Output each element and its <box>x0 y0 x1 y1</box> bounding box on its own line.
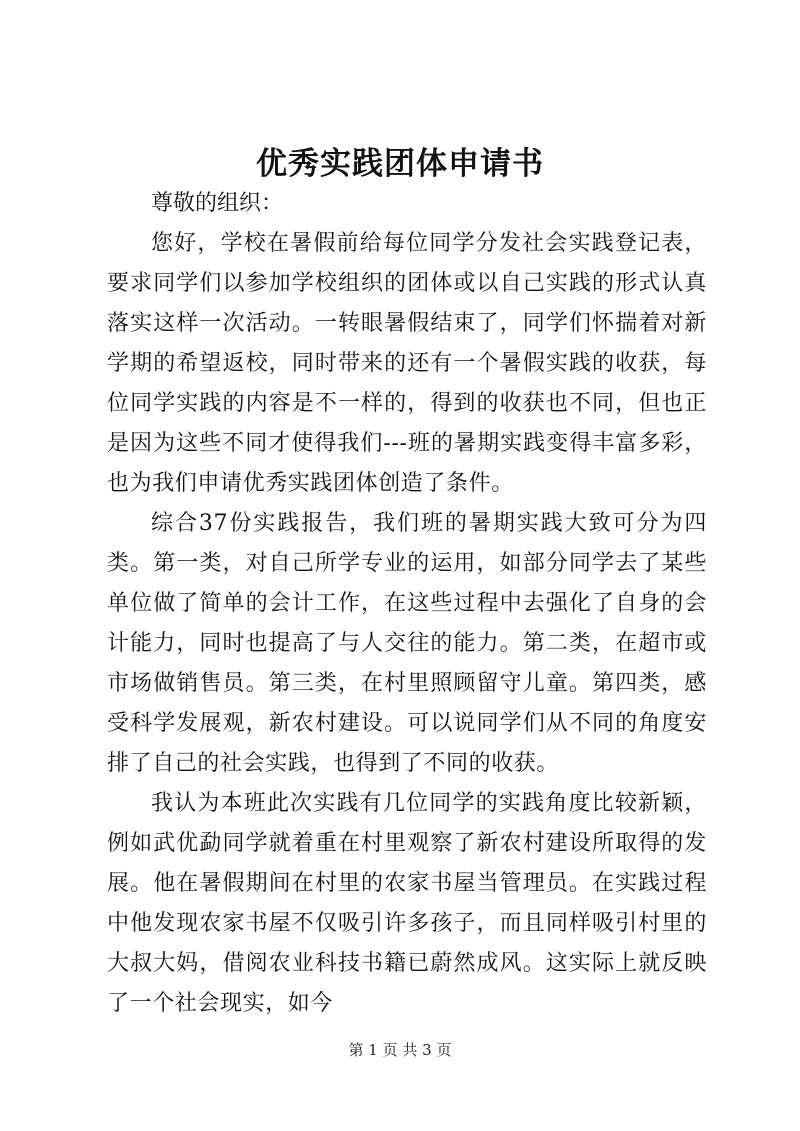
paragraph-categories: 综合37份实践报告，我们班的暑期实践大致可分为四类。第一类，对自己所学专业的运用，如部分同学去了某些单位做了简单的会计工作，在这些过程中去强化了自身的会计能力，同时也提高了与人交往的能力。第二类，在超市或市场做销售员。第三类，在村里照顾留守儿童。第四类，感受科学发展观，新农村建设。可以说同学们从不同的角度安排了自己的社会实践，也得到了不同的收获。 <box>107 511 707 776</box>
salutation: 尊敬的组织： <box>151 191 284 216</box>
document-title: 优秀实践团体申请书 <box>256 146 544 182</box>
page-footer: 第 1 页 共 3 页 <box>348 1041 452 1059</box>
document-body <box>107 184 707 1024</box>
paragraph-greeting: 您好，学校在暑假前给每位同学分发社会实践登记表，要求同学们以参加学校组织的团体或以自己实践的形式认真落实这样一次活动。一转眼暑假结束了，同学们怀揣着对新学期的希望返校，同时带来的还有一个暑假实践的收获，每位同学实践的内容是不一样的，得到的收获也不同，但也正是因为这些不同才使得我们---班的暑期实践变得丰富多彩，也为我们申请优秀实践团体创造了条件。 <box>107 231 707 496</box>
paragraph-highlights: 我认为本班此次实践有几位同学的实践角度比较新颖，例如武优勐同学就着重在村里观察了新农村建设所取得的发展。他在暑假期间在村里的农家书屋当管理员。在实践过程中他发现农家书屋不仅吸引许多孩子，而且同样吸引村里的大叔大妈，借阅农业科技书籍已蔚然成风。这实际上就反映了一个社会现实，如今 <box>107 791 707 1016</box>
